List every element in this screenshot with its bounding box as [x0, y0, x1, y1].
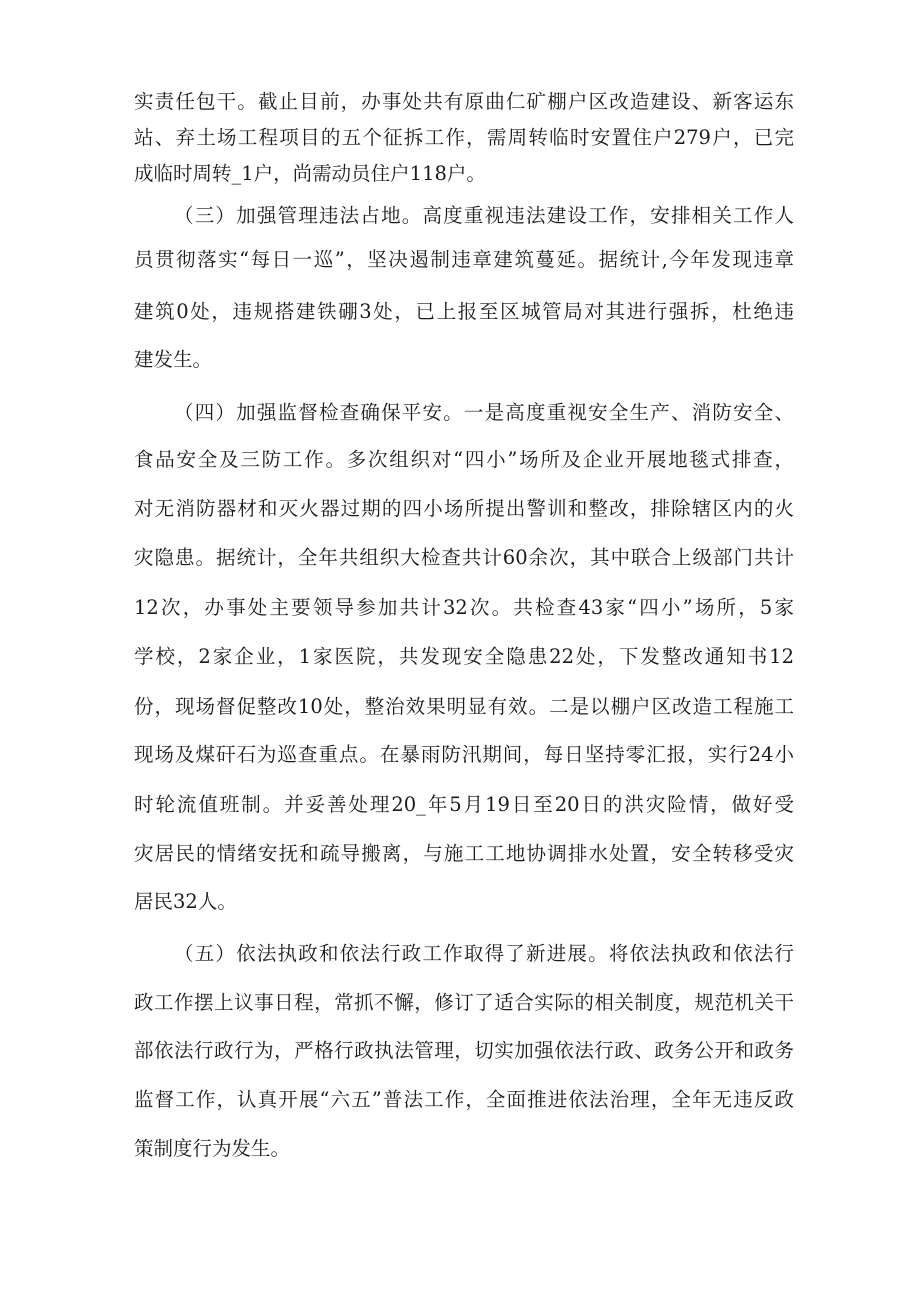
- paragraph-line: 建发生。: [134, 348, 213, 371]
- paragraph-line: 部依法行政行为，严格行政执法管理，切实加强依法行政、政务公开和政务: [134, 1039, 794, 1062]
- paragraph-line: 食品安全及三防工作。多次组织对“四小”场所及企业开展地毯式排查，: [134, 448, 794, 471]
- paragraph-line: 时轮流值班制。并妥善处理20_年5月19日至20日的洪灾险情，做好受: [134, 793, 794, 816]
- paragraph-line: 居民32人。: [134, 890, 237, 913]
- paragraph-line: 现场及煤矸石为巡查重点。在暴雨防汛期间，每日坚持零汇报，实行24小: [134, 743, 794, 766]
- paragraph-line: 策制度行为发生。: [134, 1137, 291, 1160]
- section-4-heading-line: （四）加强监督检查确保平安。一是高度重视安全生产、消防安全、: [174, 401, 794, 424]
- section-3-heading-line: （三）加强管理违法占地。高度重视违法建设工作，安排相关工作人: [174, 204, 794, 227]
- paragraph-line: 灾居民的情绪安抚和疏导搬离，与施工工地协调排水处置，安全转移受灾: [134, 842, 794, 865]
- paragraph-line: 12次，办事处主要领导参加共计32次。共检查43家“四小”场所，5家: [134, 596, 794, 619]
- paragraph-line: 建筑0处，违规搭建铁硼3处，已上报至区城管局对其进行强拆，杜绝违: [134, 300, 794, 323]
- paragraph-line: 份，现场督促整改10处，整治效果明显有效。二是以棚户区改造工程施工: [134, 695, 794, 718]
- paragraph-line: 站、弃土场工程项目的五个征拆工作，需周转临时安置住户279户，已完: [134, 126, 794, 149]
- paragraph-line: 对无消防器材和灭火器过期的四小场所提出警训和整改，排除辖区内的火: [134, 497, 794, 520]
- paragraph-line: 监督工作，认真开展“六五”普法工作，全面推进依法治理，全年无违反政: [134, 1088, 794, 1111]
- paragraph-line: 灾隐患。据统计，全年共组织大检查共计60余次，其中联合上级部门共计: [134, 546, 794, 569]
- paragraph-line: 政工作摆上议事日程，常抓不懈，修订了适合实际的相关制度，规范机关干: [134, 991, 794, 1014]
- paragraph-line: 员贯彻落实“每日一巡”，坚决遏制违章建筑蔓延。据统计,今年发现违章: [134, 248, 794, 271]
- paragraph-line: 成临时周转_1户，尚需动员住户118户。: [134, 162, 486, 185]
- section-5-heading-line: （五）依法执政和依法行政工作取得了新进展。将依法执政和依法行: [174, 942, 794, 965]
- paragraph-line: 实责任包干。截止目前，办事处共有原曲仁矿棚户区改造建设、新客运东: [134, 90, 794, 113]
- paragraph-line: 学校，2家企业，1家医院，共发现安全隐患22处，下发整改通知书12: [134, 645, 794, 668]
